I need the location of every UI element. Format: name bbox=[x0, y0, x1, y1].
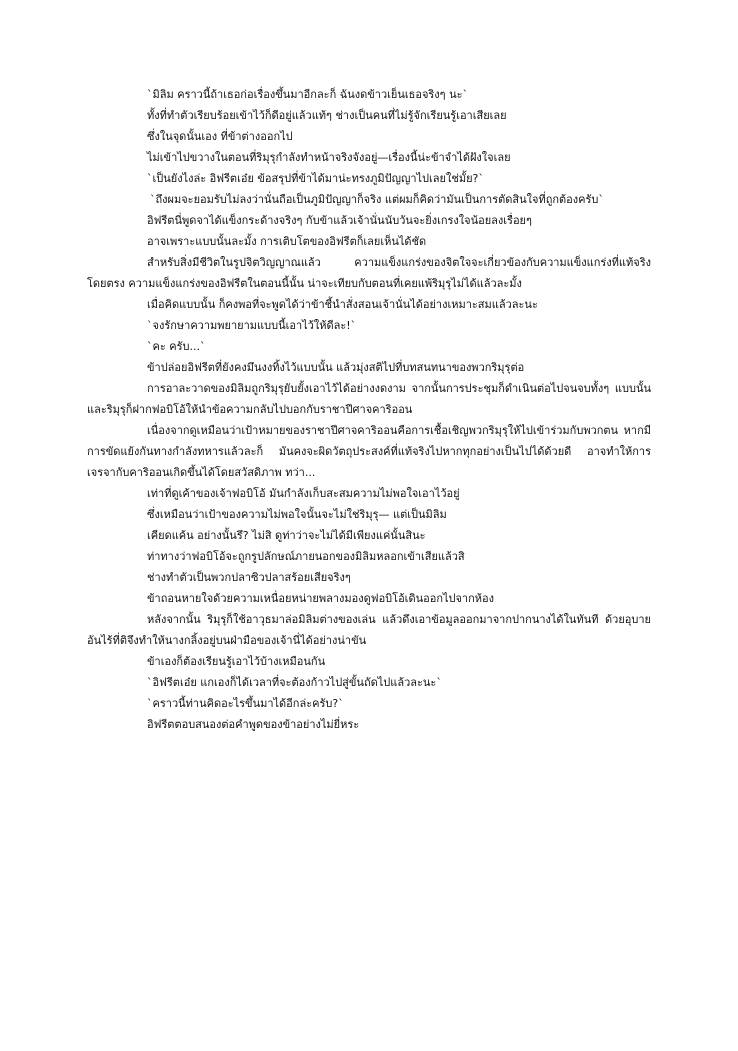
paragraph: อาจเพราะแบบนั้นละมั้ง การเติบโตของอิฟรีตก็เลยเห็นได้ชัด bbox=[147, 235, 427, 248]
paragraph: อิฟรีตตอบสนองต่อคำพูดของข้าอย่างไม่ยี่หระ bbox=[147, 718, 360, 731]
paragraph: ซึ่งเหมือนว่าเป้าของความไม่พอใจนั้นจะไม่ใช่ริมุรุ— แต่เป็นมิลิม bbox=[147, 508, 447, 521]
paragraph: เนื่องจากดูเหมือนว่าเป้าหมายของราชาปีศาจคาริออนคือการเชื้อเชิญพวกริมุรุให้ไปเข้าร่วมกับพวกตน หากมีการขัดแย้งกันทางกำลังทหารแล้วละก็ มันคงจะผิดวัตถุประสงค์ที่แท้จริงไปหากทุกอย่างเป็นไปได้ด้วยดี อาจทำให้การเจรจากับคาริออนเกิดขึ้นได้โดยสวัสดิภาพ ทว่า... bbox=[87, 424, 651, 479]
paragraph: ข้าเองก็ต้องเรียนรู้เอาไว้บ้างเหมือนกัน bbox=[147, 655, 326, 668]
paragraph: `มิลิม คราวนี้ถ้าเธอก่อเรื่องขึ้นมาอีกละก็ ฉันงดข้าวเย็นเธอจริงๆ นะ` bbox=[147, 88, 469, 101]
paragraph: เคียดแค้น อย่างนั้นรึ? ไม่สิ ดูท่าว่าจะไม่ได้มีเพียงแค่นั้นสินะ bbox=[147, 529, 426, 542]
paragraph: เท่าที่ดูเค้าของเจ้าฟอบิโอ้ มันกำลังเก็บสะสมความไม่พอใจเอาไว้อยู่ bbox=[147, 487, 460, 500]
paragraph: หลังจากนั้น ริมุรุก็ใช้อาวุธมาล่อมิลิมต่างของเล่น แล้วดึงเอาข้อมูลออกมาจากปากนางได้ในทันที ด้วยอุบายอันไร้ที่ติจึงทำให้นางกลิ้งอยู่บนฝ่ามือของเจ้านี่ได้อย่างน่าขัน bbox=[87, 613, 651, 647]
paragraph: การอาละวาดของมิลิมถูกริมุรุยับยั้งเอาไว้ได้อย่างงดงาม จากนั้นการประชุมก็ดำเนินต่อไปจนจบทั้งๆ แบบนั้น และริมุรุก็ฝากฟอบิโอ้ให้นำข้อความกลับไปบอกกับราชาปีศาจคาริออน bbox=[87, 382, 651, 416]
paragraph: ไม่เข้าไปขวางในตอนที่ริมุรุกำลังทำหน้าจริงจังอยู่—เรื่องนี้น่ะข้าจำได้ฝังใจเลย bbox=[147, 151, 511, 164]
paragraph: ซึ่งในจุดนั้นเอง ที่ข้าต่างออกไป bbox=[147, 130, 293, 143]
paragraph: `คราวนี้ท่านคิดอะไรขึ้นมาได้อีกล่ะครับ?` bbox=[147, 697, 344, 710]
paragraph: ทั้งที่ทำตัวเรียบร้อยเข้าไว้ก็ดีอยู่แล้วแท้ๆ ช่างเป็นคนที่ไม่รู้จักเรียนรู้เอาเสียเลย bbox=[147, 109, 507, 122]
paragraph: ช่างทำตัวเป็นพวกปลาซิวปลาสร้อยเสียจริงๆ bbox=[147, 571, 351, 584]
paragraph: `อิฟรีตเอ๋ย แกเองก็ได้เวลาที่จะต้องก้าวไปสู่ขั้นถัดไปแล้วละนะ` bbox=[147, 676, 442, 689]
paragraph: เมื่อคิดแบบนั้น ก็คงพอที่จะพูดได้ว่าข้าชี้นำสั่งสอนเจ้านั่นได้อย่างเหมาะสมแล้วละนะ bbox=[147, 298, 538, 311]
paragraph: สำหรับสิ่งมีชีวิตในรูปจิตวิญญาณแล้ว ความแข็งแกร่งของจิตใจจะเกี่ยวข้องกับความแข็งแกร่งที่แท้จริงโดยตรง ความแข็งแกร่งของอิฟรีตในตอนนี้นั้น น่าจะเทียบกับตอนที่เคยแพ้ริมุรุไม่ได้แล้วละมั้ง bbox=[87, 256, 651, 290]
paragraph: ข้าปล่อยอิฟรีตที่ยังคงมึนงงทิ้งไว้แบบนั้น แล้วมุ่งสติไปที่บทสนทนาของพวกริมุรุต่อ bbox=[147, 361, 525, 374]
paragraph: อิฟรีตนี่พูดจาได้แข็งกระด้างจริงๆ กับข้าแล้วเจ้านั่นนับวันจะยิ่งเกรงใจน้อยลงเรื่อยๆ bbox=[147, 214, 532, 227]
paragraph: `เป็นยังไงล่ะ อิฟรีตเอ๋ย ข้อสรุปที่ข้าได้มาน่ะทรงภูมิปัญญาไปเลยใช่มั้ย?` bbox=[147, 172, 484, 185]
paragraph: `ถึงผมจะยอมรับไม่ลงว่านั่นถือเป็นภูมิปัญญาก็จริง แต่ผมก็คิดว่ามันเป็นการตัดสินใจที่ถูกต้องครับ` bbox=[150, 193, 604, 206]
paragraph: `คะ ครับ...` bbox=[147, 340, 206, 353]
paragraph: `จงรักษาความพยายามแบบนี้เอาไว้ให้ดีละ!` bbox=[147, 319, 357, 332]
paragraph: ท่าทางว่าฟอบิโอ้จะถูกรูปลักษณ์ภายนอกของมิลิมหลอกเข้าเสียแล้วสิ bbox=[147, 550, 465, 563]
paragraph: ข้าถอนหายใจด้วยความเหนื่อยหน่ายพลางมองดูฟอบิโอ้เดินออกไปจากห้อง bbox=[147, 592, 494, 605]
document-body bbox=[87, 84, 651, 735]
